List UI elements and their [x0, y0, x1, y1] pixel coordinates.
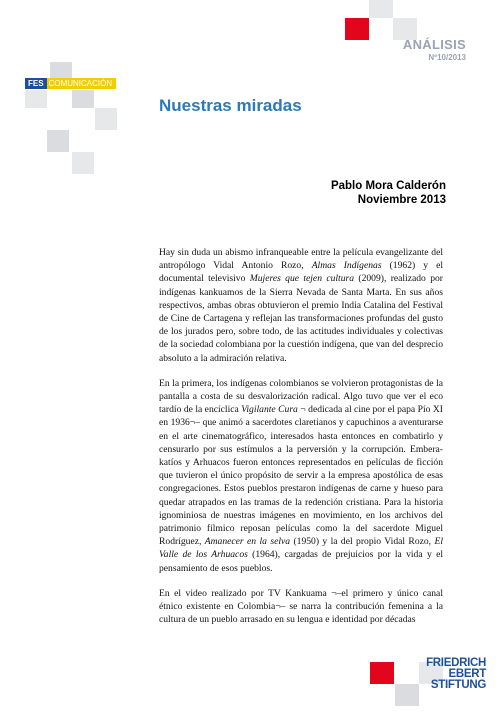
document-title: Nuestras miradas — [159, 96, 302, 115]
publication-date: Noviembre 2013 — [357, 194, 446, 206]
red-square-top — [345, 18, 369, 40]
grey-square — [25, 90, 47, 108]
friedrich-ebert-stiftung-logo: FRIEDRICH EBERT STIFTUNG — [426, 657, 486, 691]
author-block — [331, 179, 446, 207]
red-square-bottom — [370, 662, 394, 684]
body-paragraph: En la primera, los indígenas colombianos se volvieron protagonistas de la pantalla a costa de su desvalorización radical. Algo tuvo que ver el eco tardío de la encíclica Vigilante Cura ¬ dedicada al cine por el papa Pío XI en 1936¬– que animó a sacerdotes claretianos y capuchinos a aventurarse en el arte cinematográfico, interesados hasta entonces en combatirlo y censurarlo por sus estímulos a la perversión y la corrupción. Embera-katíos y Arhuacos fueron entonces representados en películas de ficción que tuvieron el único propósito de servir a la empresa apostólica de esas congregaciones. Estos pueblos prestaron indígenas de carne y hueso para quedar atrapados en las tramas de la redención cristiana. Para la historia ignominiosa de nuestras imágenes en movimiento, en los archivos del patrimonio fílmico reposan películas como la del sacerdote Miguel Rodríguez, Amanecer en la selva (1950) y la del propio Vidal Rozo, El Valle de los Arhuacos (1964), cargadas de prejuicios por la vida y el pensamiento de esos pueblos. — [159, 377, 443, 574]
grey-square — [95, 108, 117, 130]
logo-fes-text: FES — [25, 78, 47, 89]
author-name: Pablo Mora Calderón — [330, 180, 446, 192]
series-number: Nº10/2013 — [428, 53, 466, 62]
grey-square — [50, 62, 72, 78]
grey-square — [72, 152, 94, 174]
grey-square — [47, 130, 69, 152]
body-paragraph: Hay sin duda un abismo infranqueable entre la película evangelizante del antropólogo Vidal Antonio Rozo, Almas Indígenas (1962) y el documental televisivo Mujeres que tejen cultura (2009), realizado por indígenas kankuamos de la Sierra Nevada de Santa Marta. En sus años respectivos, ambas obras obtuvieron el premio India Catalina del Festival de Cine de Cartagena y reflejan las transformaciones profundas del gusto de los jurados pero, sobre todo, de las actitudes individuales y colectivas de la sociedad colombiana por la cuestión indígena, que van del desprecio absoluto a la admiración relativa. — [159, 247, 443, 364]
series-label — [403, 37, 466, 62]
grey-square — [395, 684, 419, 706]
grey-square — [369, 0, 393, 18]
grey-square — [72, 90, 94, 108]
logo-unit-text: COMUNICACIÓN — [47, 78, 117, 89]
series-title: ANÁLISIS — [402, 37, 466, 52]
document-body — [159, 246, 443, 638]
body-paragraph: En el video realizado por TV Kankuama ¬–el primero y único canal étnico existente en Colombia¬– se narra la contribución femenina a la cultura de un pueblo arrasado en su lengua e identidad por décadas — [159, 587, 443, 626]
fes-comunicacion-logo — [25, 78, 116, 89]
